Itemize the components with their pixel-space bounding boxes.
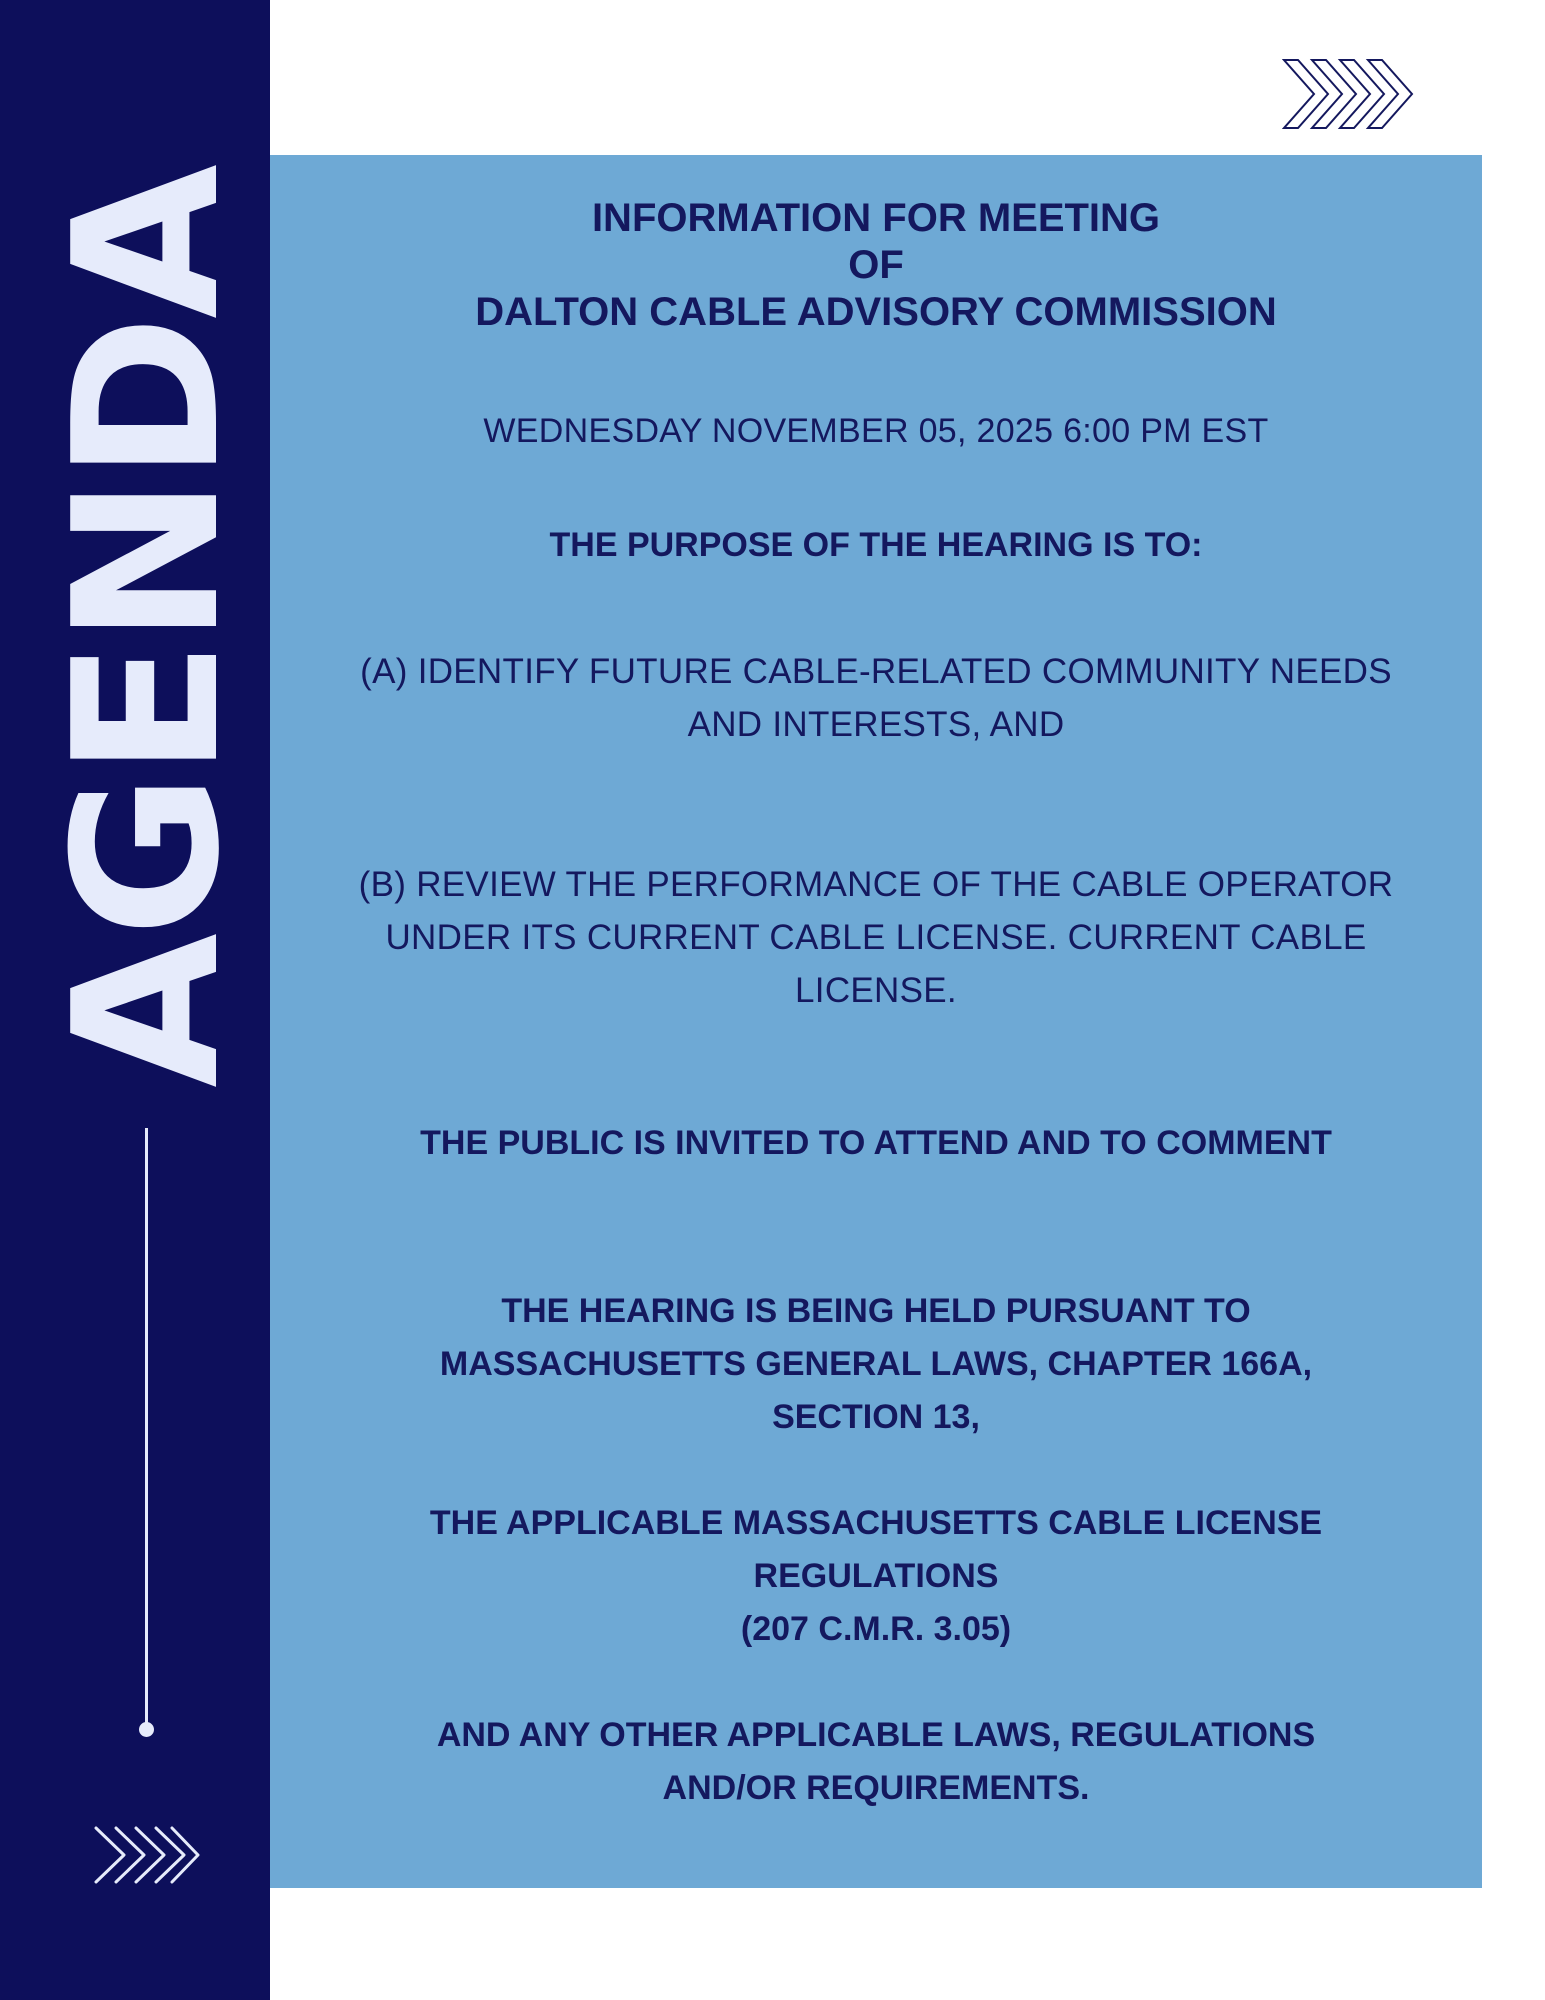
meeting-title (270, 195, 1482, 336)
regulations-line: (207 C.M.R. 3.05) (740, 1610, 1012, 1648)
meeting-title-line: INFORMATION FOR MEETING (591, 196, 1161, 240)
content-panel (270, 155, 1482, 1888)
meeting-title-line: OF (848, 243, 904, 287)
regulations-line: THE APPLICABLE MASSACHUSETTS CABLE LICENSE (429, 1504, 1323, 1542)
other-requirements-line: AND ANY OTHER APPLICABLE LAWS, REGULATIONS (436, 1716, 1316, 1754)
meeting-date: WEDNESDAY NOVEMBER 05, 2025 6:00 PM EST (483, 412, 1269, 450)
other-requirements-line: AND/OR REQUIREMENTS. (662, 1769, 1090, 1807)
legal-basis-line: SECTION 13, (772, 1398, 980, 1436)
purpose-item-b (270, 858, 1482, 1017)
regulations-statement (270, 1497, 1482, 1656)
purpose-item-b-line: UNDER ITS CURRENT CABLE LICENSE. CURRENT CABLE (385, 918, 1367, 957)
purpose-item-a-line: (A) IDENTIFY FUTURE CABLE-RELATED COMMUNITY NEEDS (360, 652, 1392, 691)
chevron-right-double-icon (90, 1824, 202, 1886)
purpose-item-a (270, 645, 1482, 751)
agenda-vertical-title: AGENDA (31, 168, 264, 1088)
meeting-title-line: DALTON CABLE ADVISORY COMMISSION (475, 290, 1277, 334)
purpose-heading: THE PURPOSE OF THE HEARING IS TO: (549, 526, 1203, 564)
purpose-item-a-line: AND INTERESTS, AND (687, 705, 1065, 744)
sidebar (0, 0, 270, 2000)
other-requirements-statement (270, 1709, 1482, 1815)
purpose-item-b-line: LICENSE. (795, 971, 957, 1010)
legal-basis-statement (270, 1285, 1482, 1444)
sidebar-divider-line (145, 1128, 148, 1728)
chevron-right-outline-icon (1282, 58, 1416, 130)
sidebar-divider-dot (139, 1722, 154, 1737)
regulations-line: REGULATIONS (753, 1557, 999, 1595)
legal-basis-line: THE HEARING IS BEING HELD PURSUANT TO (501, 1292, 1251, 1330)
public-invitation: THE PUBLIC IS INVITED TO ATTEND AND TO COMMENT (420, 1124, 1332, 1162)
purpose-item-b-line: (B) REVIEW THE PERFORMANCE OF THE CABLE OPERATOR (358, 865, 1394, 904)
legal-basis-line: MASSACHUSETTS GENERAL LAWS, CHAPTER 166A, (439, 1345, 1313, 1383)
